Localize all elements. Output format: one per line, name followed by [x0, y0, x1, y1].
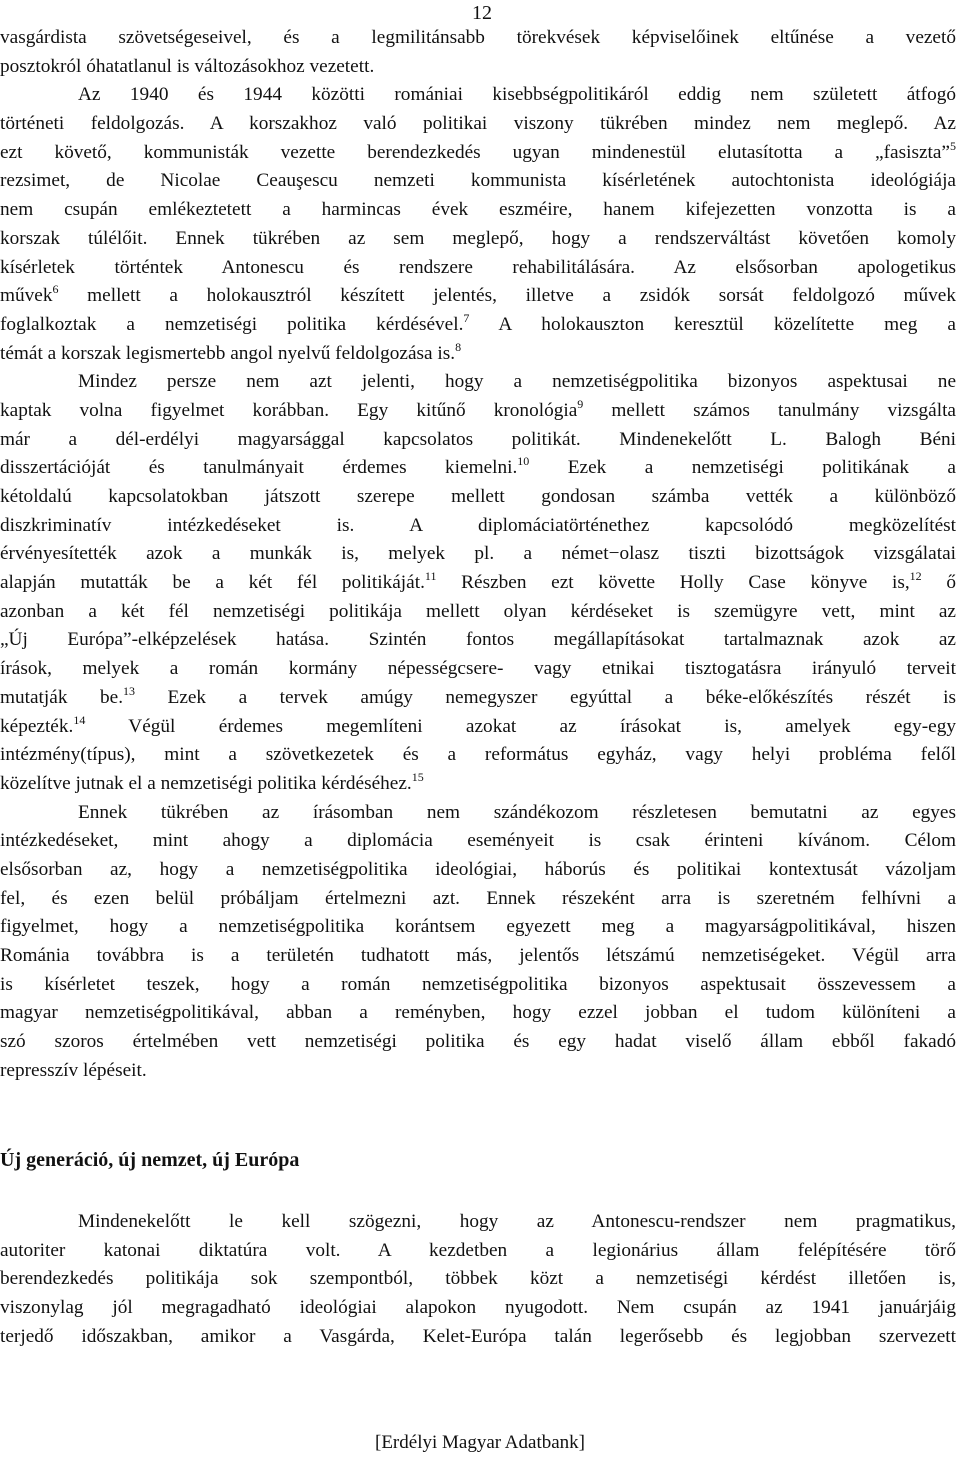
footnote-ref: 9 [577, 396, 584, 411]
text-line [0, 483, 956, 512]
text-line [0, 799, 956, 828]
text-line [0, 856, 956, 885]
text-line [0, 454, 956, 483]
text-line [0, 139, 956, 168]
text-line [0, 512, 956, 541]
line-text: Részben ezt követte Holly Case könyve is, [436, 572, 910, 594]
line-text: mellett a holokausztról készített jelentés, illetve a zsidók sorsát feldolgozó művek [58, 285, 956, 307]
page-number: 12 [472, 2, 492, 24]
footnote-ref: 7 [463, 310, 470, 325]
line-text: Ennek tükrében az írásomban nem szándékozom részletesen bemutatni az egyes [78, 801, 956, 823]
body-text [0, 24, 956, 1085]
line-text: kaptak volna figyelmet korábban. Egy kitűnő kronológia [0, 399, 578, 421]
line-text: Románia továbbra is a területén tudhatott más, jelentős létszámú nemzetiségeket. Végül arra [0, 945, 956, 966]
line-text: fel, és ezen belül próbáljam értelmezni azt. Ennek részeként arra is szeretném felhívni a [0, 887, 956, 909]
line-text: viszonylag jól megragadható ideológiai alapokon nyugodott. Nem csupán az 1941 januárjáig [0, 1297, 956, 1319]
text-line [0, 340, 956, 369]
line-text: történeti feldolgozás. A korszakhoz való politikai viszony tükrében mindez nem meglepő. Az [0, 113, 956, 135]
footnote-ref: 8 [455, 339, 462, 354]
text-line [0, 741, 956, 770]
footnote-ref: 12 [909, 569, 922, 584]
text-line [0, 1265, 956, 1294]
footnote-ref: 6 [52, 282, 59, 297]
line-text: represszív lépéseit. [0, 1059, 147, 1081]
section-body-text [0, 1208, 956, 1351]
footnote-ref: 10 [517, 454, 530, 469]
line-text: vasgárdista szövetségeseivel, és a legmilitánsabb törekvések képviselőinek eltűnése a vezető [0, 27, 956, 48]
text-line [0, 311, 956, 340]
text-line [0, 426, 956, 455]
line-text: írások, melyek a román kormány népességcsere- vagy etnikai tisztogatásra irányuló terveit [0, 658, 956, 680]
line-text: „Új Európa”-elképzelések hatása. Szintén fontos megállapításokat tartalmaznak azok az [0, 629, 956, 651]
text-line [0, 569, 956, 598]
line-text: Ezek a tervek amúgy nemegyszer egyúttal a béke-előkészítés részét is [135, 686, 956, 708]
text-line [0, 368, 956, 397]
line-text: figyelmet, hogy a nemzetiségpolitika korántsem egyezett meg a magyarságpolitikával, hiszen [0, 916, 956, 938]
footnote-ref: 13 [123, 683, 136, 698]
text-line [0, 397, 956, 426]
text-line [0, 713, 956, 742]
text-line [0, 540, 956, 569]
line-text: rezsimet, de Nicolae Ceauşescu nemzeti kommunista kísérletének autochtonista ideológiája [0, 170, 956, 192]
line-text: Az 1940 és 1944 közötti romániai kisebbségpolitikáról eddig nem született átfogó [78, 84, 956, 106]
text-line [0, 53, 956, 82]
line-text: elsősorban az, hogy a nemzetiségpolitika ideológiai, háborús és politikai kontextusát vázoljam [0, 858, 956, 880]
line-text: nem csupán emlékeztetett a harmincas évek eszméire, hanem kifejezetten vonzotta is a [0, 199, 956, 221]
text-line [0, 913, 956, 942]
line-text: mellett számos tanulmány vizsgálta [583, 399, 956, 421]
text-line [0, 1323, 956, 1352]
line-text: is kísérletet teszek, hogy a román nemzetiségpolitika bizonyos aspektusait összevessem a [0, 973, 956, 995]
line-text: Mindenekelőtt le kell szögezni, hogy az Antonescu-rendszer nem pragmatikus, [78, 1211, 956, 1232]
line-text: diszkriminatív intézkedéseket is. A diplomáciatörténethez kapcsolódó megközelítést [0, 514, 956, 536]
line-text: posztokról óhatatlanul is változásokhoz vezetett. [0, 55, 375, 77]
line-text: képezték. [0, 715, 74, 737]
line-text: Ezek a nemzetiségi politikának a [529, 457, 956, 479]
line-text: alapján mutatták be a két fél politikáját. [0, 572, 425, 594]
footnote-ref: 5 [950, 138, 956, 153]
text-line [0, 167, 956, 196]
line-text: A holokauszton keresztül közelítette meg a [469, 313, 956, 335]
line-text: kétoldalú kapcsolatokban játszott szerepe mellett gondosan számba vették a különböző [0, 486, 956, 507]
text-line [0, 24, 956, 53]
footnote-ref: 15 [411, 769, 424, 784]
line-text: terjedő időszakban, amikor a Vasgárda, Kelet-Európa talán legerősebb és legjobban szervezett [0, 1325, 956, 1347]
text-line [0, 770, 956, 799]
text-line [0, 999, 956, 1028]
text-line [0, 684, 956, 713]
text-line [0, 1057, 956, 1086]
line-text: művek [0, 285, 53, 307]
line-text: ezt követő, kommunisták vezette berendezkedés ugyan mindenestül elutasította a „fasiszta” [0, 141, 950, 163]
line-text: Végül érdemes megemlíteni azokat az írásokat is, amelyek egy-egy [85, 715, 956, 737]
text-line [0, 885, 956, 914]
line-text: közelítve jutnak el a nemzetiségi politika kérdéséhez. [0, 772, 412, 794]
footnote-ref: 11 [424, 569, 437, 584]
line-text: intézkedéseket, mint ahogy a diplomácia eseményeit is csak érinteni kívánom. Célom [0, 830, 956, 852]
line-text: kísérletek történtek Antonescu és rendszere rehabilitálására. Az elsősorban apologetikus [0, 256, 956, 278]
line-text: autoriter katonai diktatúra volt. A kezdetben a legionárius állam felépítésére törő [0, 1239, 956, 1261]
line-text: intézmény(típus), mint a szövetkezetek és a református egyház, vagy helyi probléma felől [0, 744, 956, 766]
footer-source: [Erdélyi Magyar Adatbank] [375, 1432, 585, 1453]
line-text: magyar nemzetiségpolitikával, abban a reményben, hogy ezzel jobban el tudom különíteni a [0, 1002, 956, 1024]
text-line [0, 942, 956, 971]
text-line [0, 1237, 956, 1266]
text-line [0, 1294, 956, 1323]
text-line [0, 626, 956, 655]
line-text: disszertációját és tanulmányait érdemes kiemelni. [0, 457, 518, 479]
text-line [0, 196, 956, 225]
text-line [0, 81, 956, 110]
line-text: témát a korszak legismertebb angol nyelvű feldolgozása is. [0, 342, 456, 364]
line-text: érvényesítették azok a munkák is, melyek pl. a német−olasz tiszti bizottságok vizsgálatai [0, 543, 956, 565]
line-text: Mindez persze nem azt jelenti, hogy a nemzetiségpolitika bizonyos aspektusai ne [78, 371, 956, 393]
line-text: korszak túlélőit. Ennek tükrében az sem meglepő, hogy a rendszerváltást követően komoly [0, 227, 956, 249]
footnote-ref: 14 [73, 712, 86, 727]
text-line [0, 655, 956, 684]
line-text: ő [921, 572, 956, 594]
text-line [0, 827, 956, 856]
line-text: mutatják be. [0, 686, 124, 708]
line-text: szó szoros értelmében vett nemzetiségi politika és egy hadat viselő állam ebből fakadó [0, 1031, 956, 1053]
text-line [0, 1028, 956, 1057]
text-line [0, 1208, 956, 1237]
line-text: azonban a két fél nemzetiségi politikája mellett olyan kérdéseket is szemügyre vett, mint az [0, 600, 956, 622]
line-text: foglalkoztak a nemzetiségi politika kérdésével. [0, 313, 464, 335]
text-line [0, 282, 956, 311]
text-line [0, 598, 956, 627]
line-text: berendezkedés politikája sok szempontból, többek közt a nemzetiségi kérdést illetően is, [0, 1268, 956, 1290]
line-text: már a dél-erdélyi magyarsággal kapcsolatos politikát. Mindenekelőtt L. Balogh Béni [0, 428, 956, 450]
text-line [0, 254, 956, 283]
section-heading: Új generáció, új nemzet, új Európa [0, 1149, 300, 1171]
text-line [0, 110, 956, 139]
text-line [0, 225, 956, 254]
text-line [0, 971, 956, 1000]
